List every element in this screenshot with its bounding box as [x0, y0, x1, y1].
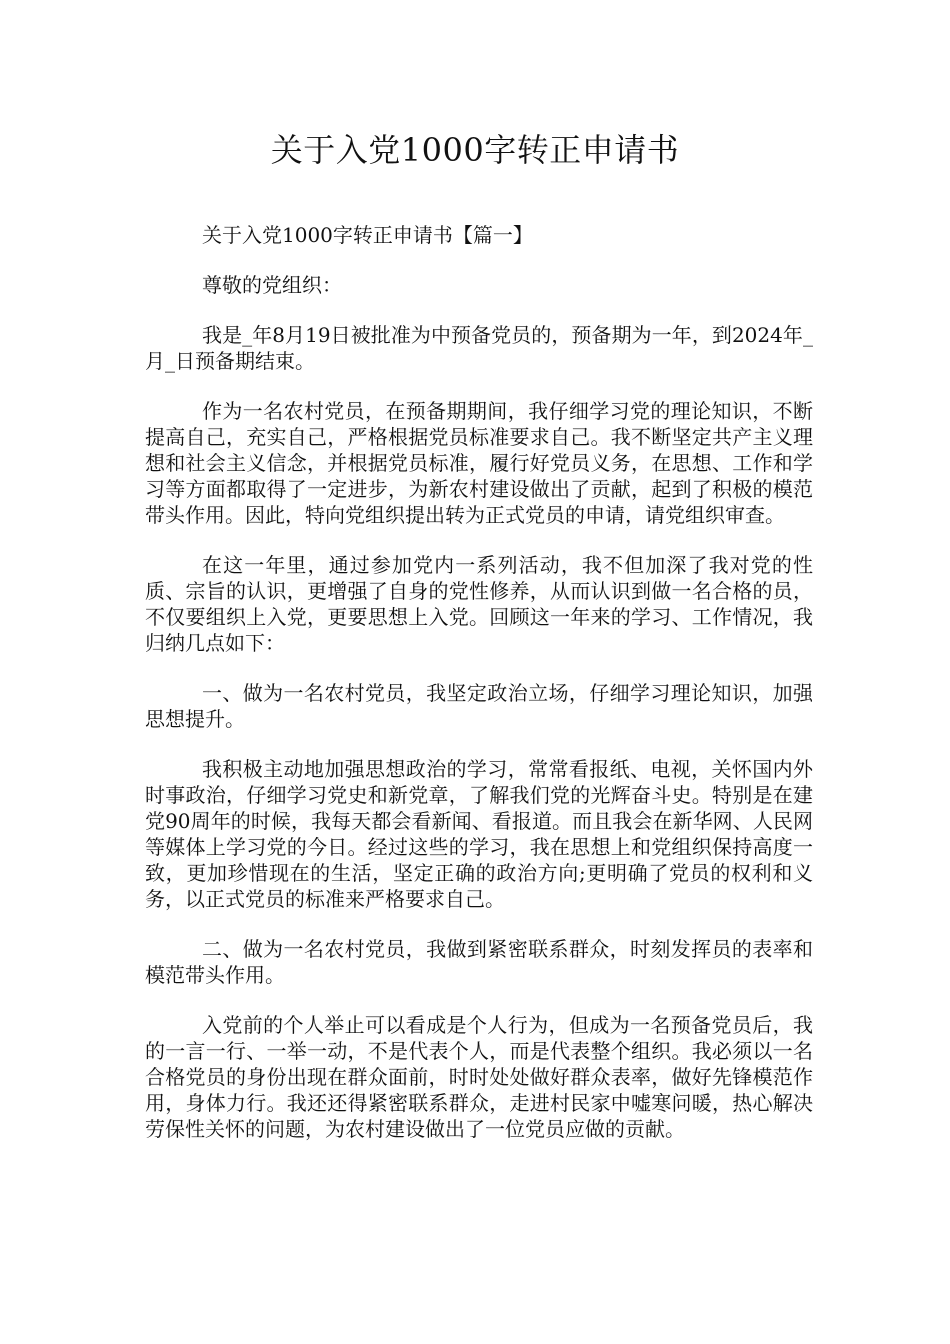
section-heading: 关于入党1000字转正申请书【篇一】 [202, 223, 533, 247]
salutation: 尊敬的党组织： [202, 273, 342, 297]
paragraph: 我是_年8月19日被批准为中预备党员的，预备期为一年，到2024年_月_日预备期结束。 [145, 323, 813, 373]
point-heading: 二、做为一名农村党员，我做到紧密联系群众，时刻发挥员的表率和模范带头作用。 [145, 937, 813, 987]
paragraph: 入党前的个人举止可以看成是个人行为，但成为一名预备党员后，我的一言一行、一举一动，不是代表个人，而是代表整个组织。我必须以一名合格党员的身份出现在群众面前，时时处处做好群众表率，做好先锋模范作用，身体力行。我还还得紧密联系群众，走进村民家中嘘寒问暖，热心解决劳保性关怀的问题，为农村建设做出了一位党员应做的贡献。 [145, 1013, 813, 1141]
point-heading: 一、做为一名农村党员，我坚定政治立场，仔细学习理论知识，加强思想提升。 [145, 681, 813, 731]
paragraph: 在这一年里，通过参加党内一系列活动，我不但加深了我对党的性质、宗旨的认识，更增强了自身的党性修养，从而认识到做一名合格的员，不仅要组织上入党，更要思想上入党。回顾这一年来的学习、工作情况，我归纳几点如下： [145, 553, 813, 655]
document-body [145, 222, 813, 1166]
paragraph: 我积极主动地加强思想政治的学习，常常看报纸、电视，关怀国内外时事政治，仔细学习党史和新党章，了解我们党的光辉奋斗史。特别是在建党90周年的时候，我每天都会看新闻、看报道。而且我会在新华网、人民网等媒体上学习党的今日。经过这些的学习，我在思想上和党组织保持高度一致，更加珍惜现在的生活，坚定正确的政治方向;更明确了党员的权利和义务，以正式党员的标准来严格要求自己。 [145, 757, 813, 911]
document-title: 关于入党1000字转正申请书 [270, 131, 680, 169]
paragraph: 作为一名农村党员，在预备期期间，我仔细学习党的理论知识，不断提高自己，充实自己，严格根据党员标准要求自己。我不断坚定共产主义理想和社会主义信念，并根据党员标准，履行好党员义务，在思想、工作和学习等方面都取得了一定进步，为新农村建设做出了贡献，起到了积极的模范带头作用。因此，特向党组织提出转为正式党员的申请，请党组织审查。 [145, 399, 813, 527]
